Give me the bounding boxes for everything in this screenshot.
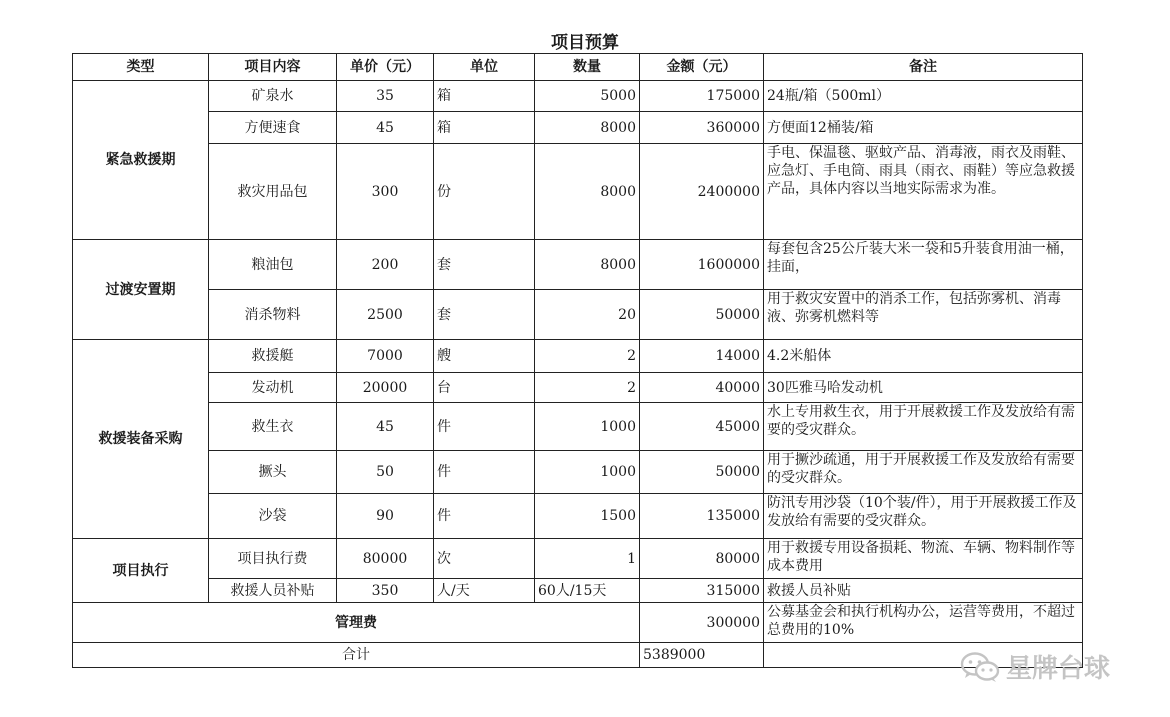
amount-cell: 40000 — [640, 373, 764, 403]
amount-cell: 315000 — [640, 579, 764, 603]
item-cell: 粮油包 — [209, 240, 337, 290]
category-cell: 项目执行 — [73, 539, 209, 603]
management-amount: 300000 — [640, 603, 764, 643]
item-cell: 救生衣 — [209, 403, 337, 451]
budget-table — [72, 53, 1083, 668]
col-header-qty: 数量 — [535, 54, 640, 81]
header-row — [73, 54, 1083, 81]
table-row — [73, 451, 1083, 494]
unit-cell: 件 — [434, 451, 535, 494]
unit-cell: 箱 — [434, 81, 535, 112]
total-label: 合计 — [73, 643, 640, 668]
table-row — [73, 539, 1083, 579]
qty-cell: 1 — [535, 539, 640, 579]
total-row — [73, 643, 1083, 668]
note-cell: 30匹雅马哈发动机 — [764, 373, 1083, 403]
price-cell: 50 — [337, 451, 434, 494]
table-row — [73, 290, 1083, 340]
price-cell: 45 — [337, 403, 434, 451]
note-cell: 手电、保温毯、驱蚊产品、消毒液，雨衣及雨鞋、应急灯、手电筒、雨具（雨衣、雨鞋）等应急救援产品，具体内容以当地实际需求为准。 — [764, 144, 1083, 240]
management-label: 管理费 — [73, 603, 640, 643]
unit-cell: 艘 — [434, 340, 535, 373]
unit-cell: 箱 — [434, 112, 535, 144]
table-row — [73, 240, 1083, 290]
table-row — [73, 494, 1083, 539]
amount-cell: 360000 — [640, 112, 764, 144]
table-row — [73, 81, 1083, 112]
amount-cell: 50000 — [640, 451, 764, 494]
note-cell: 用于撅沙疏通，用于开展救援工作及发放给有需要的受灾群众。 — [764, 451, 1083, 494]
price-cell: 80000 — [337, 539, 434, 579]
item-cell: 救援人员补贴 — [209, 579, 337, 603]
item-cell: 撅头 — [209, 451, 337, 494]
item-cell: 方便速食 — [209, 112, 337, 144]
item-cell: 救援艇 — [209, 340, 337, 373]
price-cell: 45 — [337, 112, 434, 144]
col-header-note: 备注 — [764, 54, 1083, 81]
table-row — [73, 579, 1083, 603]
price-cell: 35 — [337, 81, 434, 112]
management-note: 公募基金会和执行机构办公，运营等费用，不超过总费用的10% — [764, 603, 1083, 643]
qty-cell: 60人/15天 — [535, 579, 640, 603]
watermark-text: 星牌台球 — [1006, 654, 1111, 684]
amount-cell: 50000 — [640, 290, 764, 340]
table-row — [73, 340, 1083, 373]
amount-cell: 1600000 — [640, 240, 764, 290]
amount-cell: 175000 — [640, 81, 764, 112]
qty-cell: 5000 — [535, 81, 640, 112]
amount-cell: 45000 — [640, 403, 764, 451]
col-header-unit: 单位 — [434, 54, 535, 81]
unit-cell: 人/天 — [434, 579, 535, 603]
item-cell: 救灾用品包 — [209, 144, 337, 240]
price-cell: 7000 — [337, 340, 434, 373]
item-cell: 矿泉水 — [209, 81, 337, 112]
price-cell: 350 — [337, 579, 434, 603]
unit-cell: 件 — [434, 403, 535, 451]
page-title: 项目预算 — [551, 33, 619, 53]
qty-cell: 1500 — [535, 494, 640, 539]
col-header-item: 项目内容 — [209, 54, 337, 81]
table-row — [73, 144, 1083, 240]
note-cell: 方便面12桶装/箱 — [764, 112, 1083, 144]
price-cell: 200 — [337, 240, 434, 290]
item-cell: 项目执行费 — [209, 539, 337, 579]
amount-cell: 80000 — [640, 539, 764, 579]
note-cell: 救援人员补贴 — [764, 579, 1083, 603]
amount-cell: 2400000 — [640, 144, 764, 240]
qty-cell: 8000 — [535, 112, 640, 144]
note-cell: 4.2米船体 — [764, 340, 1083, 373]
qty-cell: 2 — [535, 340, 640, 373]
unit-cell: 件 — [434, 494, 535, 539]
qty-cell: 8000 — [535, 240, 640, 290]
price-cell: 20000 — [337, 373, 434, 403]
qty-cell: 1000 — [535, 403, 640, 451]
qty-cell: 2 — [535, 373, 640, 403]
unit-cell: 套 — [434, 290, 535, 340]
management-row — [73, 603, 1083, 643]
note-cell: 水上专用救生衣，用于开展救援工作及发放给有需要的受灾群众。 — [764, 403, 1083, 451]
watermark — [960, 648, 1110, 685]
category-cell: 紧急救援期 — [73, 81, 209, 240]
item-cell: 消杀物料 — [209, 290, 337, 340]
category-cell: 救援装备采购 — [73, 340, 209, 539]
table-row — [73, 373, 1083, 403]
qty-cell: 20 — [535, 290, 640, 340]
category-cell: 过渡安置期 — [73, 240, 209, 340]
amount-cell: 135000 — [640, 494, 764, 539]
table-row — [73, 112, 1083, 144]
unit-cell: 台 — [434, 373, 535, 403]
item-cell: 发动机 — [209, 373, 337, 403]
qty-cell: 1000 — [535, 451, 640, 494]
note-cell: 防汛专用沙袋（10个装/件），用于开展救援工作及发放给有需要的受灾群众。 — [764, 494, 1083, 539]
note-cell: 用于救灾安置中的消杀工作，包括弥雾机、消毒液、弥雾机燃料等 — [764, 290, 1083, 340]
price-cell: 2500 — [337, 290, 434, 340]
qty-cell: 8000 — [535, 144, 640, 240]
unit-cell: 套 — [434, 240, 535, 290]
total-amount: 5389000 — [640, 643, 764, 668]
unit-cell: 次 — [434, 539, 535, 579]
note-cell: 用于救援专用设备损耗、物流、车辆、物料制作等成本费用 — [764, 539, 1083, 579]
unit-cell: 份 — [434, 144, 535, 240]
item-cell: 沙袋 — [209, 494, 337, 539]
wechat-icon — [960, 651, 1000, 683]
price-cell: 90 — [337, 494, 434, 539]
col-header-amount: 金额（元） — [640, 54, 764, 81]
note-cell: 24瓶/箱（500ml） — [764, 81, 1083, 112]
col-header-type: 类型 — [73, 54, 209, 81]
table-row — [73, 403, 1083, 451]
price-cell: 300 — [337, 144, 434, 240]
note-cell: 每套包含25公斤装大米一袋和5升装食用油一桶，挂面， — [764, 240, 1083, 290]
amount-cell: 14000 — [640, 340, 764, 373]
col-header-price: 单价（元） — [337, 54, 434, 81]
